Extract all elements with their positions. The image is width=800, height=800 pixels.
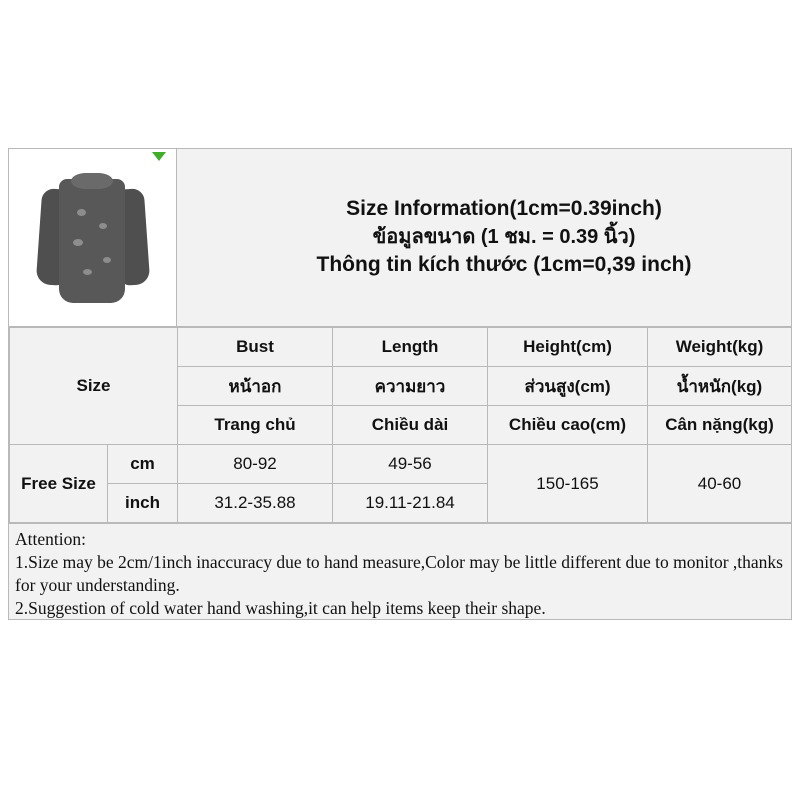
cell-length-inch: 19.11-21.84 bbox=[333, 484, 488, 523]
size-column-label: Size bbox=[10, 328, 178, 445]
sweater-illustration-icon bbox=[37, 165, 149, 305]
table-row-header-en bbox=[10, 328, 792, 367]
chart-title-block bbox=[177, 149, 791, 326]
header-bust-vi: Trang chủ bbox=[178, 406, 333, 445]
header-height-en: Height(cm) bbox=[488, 328, 648, 367]
header-length-vi: Chiều dài bbox=[333, 406, 488, 445]
size-table bbox=[9, 327, 792, 523]
attention-heading: Attention: bbox=[15, 529, 86, 549]
sweater-distress-hole bbox=[77, 209, 86, 216]
header-weight-vi: Cân nặng(kg) bbox=[648, 406, 792, 445]
title-vietnamese: Thông tin kích thước (1cm=0,39 inch) bbox=[316, 253, 692, 277]
attention-block bbox=[9, 523, 791, 620]
sweater-distress-hole bbox=[73, 239, 83, 246]
row-unit-inch: inch bbox=[108, 484, 178, 523]
cell-weight: 40-60 bbox=[648, 445, 792, 523]
header-weight-en: Weight(kg) bbox=[648, 328, 792, 367]
header-height-th: ส่วนสูง(cm) bbox=[488, 367, 648, 406]
sweater-distress-hole bbox=[99, 223, 107, 229]
attention-line-1: 1.Size may be 2cm/1inch inaccuracy due to hand measure,Color may be little different due to monitor ,thanks for your understanding. bbox=[15, 551, 783, 595]
header-height-vi: Chiều cao(cm) bbox=[488, 406, 648, 445]
product-thumbnail-cell bbox=[9, 149, 177, 326]
header-length-en: Length bbox=[333, 328, 488, 367]
sweater-distress-hole bbox=[103, 257, 111, 263]
sweater-distress-hole bbox=[83, 269, 92, 275]
row-size-name: Free Size bbox=[10, 445, 108, 523]
cell-height: 150-165 bbox=[488, 445, 648, 523]
cell-bust-cm: 80-92 bbox=[178, 445, 333, 484]
size-chart-card bbox=[8, 148, 792, 620]
header-bust-en: Bust bbox=[178, 328, 333, 367]
attention-line-2: 2.Suggestion of cold water hand washing,it can help items keep their shape. bbox=[15, 597, 546, 618]
header-bust-th: หน้าอก bbox=[178, 367, 333, 406]
table-row bbox=[10, 445, 792, 484]
cell-bust-inch: 31.2-35.88 bbox=[178, 484, 333, 523]
green-marker-icon bbox=[152, 152, 166, 161]
cell-length-cm: 49-56 bbox=[333, 445, 488, 484]
chart-header-band bbox=[9, 149, 791, 327]
header-weight-th: น้ำหนัก(kg) bbox=[648, 367, 792, 406]
header-length-th: ความยาว bbox=[333, 367, 488, 406]
title-thai: ข้อมูลขนาด (1 ชม. = 0.39 นิ้ว) bbox=[372, 225, 636, 248]
sweater-neckline bbox=[71, 173, 113, 189]
sweater-body bbox=[59, 179, 125, 303]
row-unit-cm: cm bbox=[108, 445, 178, 484]
title-english: Size Information(1cm=0.39inch) bbox=[346, 196, 662, 220]
